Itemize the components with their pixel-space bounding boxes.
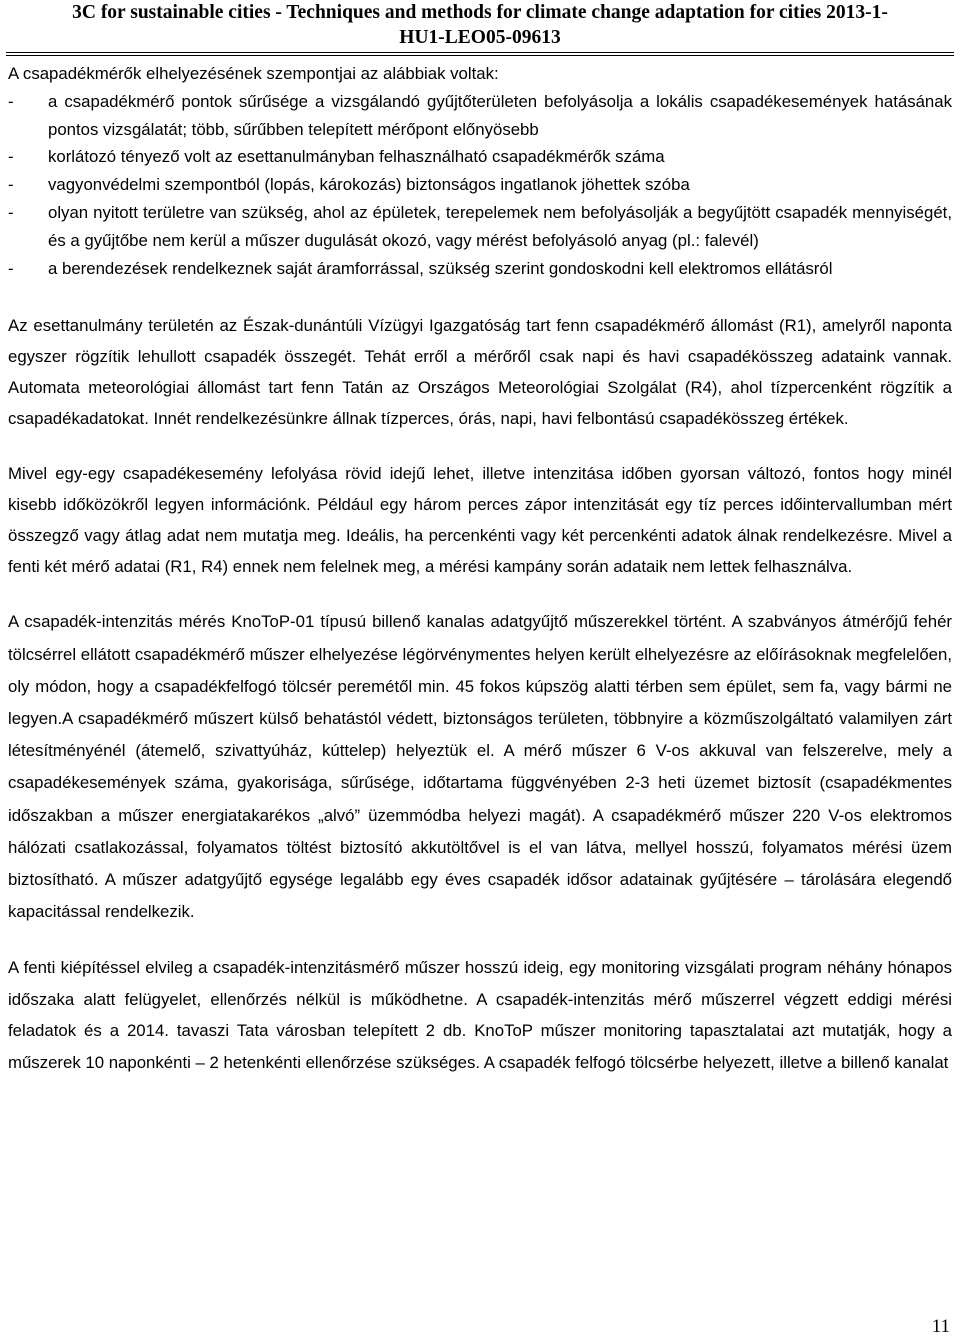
- document-header: [0, 0, 960, 52]
- bullet-dash: -: [8, 147, 14, 167]
- header-title-line-2: HU1-LEO05-09613: [399, 27, 561, 48]
- paragraph-stations: Az esettanulmány területén az Észak-dunántúli Vízügyi Igazgatóság tart fenn csapadékmérő állomást (R1), amelyről naponta egyszer rögzítik lehullott csapadék összegét. Tehát erről a mérőről csak napi és havi csapadékösszeg adataink vannak. Automata meteorológiai állomást tart fenn Tatán az Országos Meteorológiai Szolgálat (R4), ahol tízpercenként rögzítik a csapadékadatokat. Innét rendelkezésünkre állnak tízperces, órás, napi, havi felbontású csapadékösszeg értékek.: [8, 316, 952, 429]
- bullet-dash: -: [8, 175, 14, 195]
- list-item: - a berendezések rendelkeznek saját áramforrással, szükség szerint gondoskodni kell elektromos ellátásról: [8, 255, 952, 283]
- paragraph-instrument: A csapadék-intenzitás mérés KnoToP-01 típusú billenő kanalas adatgyűjtő műszerekkel történt. A szabványos átmérőjű fehér tölcsérrel ellátott csapadékmérő műszer elhelyezése légörvénymentes helyen került elhelyezésre az előírásoknak megfelelően, oly módon, hogy a csapadékfelfogó tölcsér peremétől min. 45 fokos kúpszög alatti térben sem épület, sem fa, vagy bármi ne legyen.A csapadékmérő műszert külső behatástól védett, biztonságos területen, többnyire a közműszolgáltató valamilyen zárt létesítményénél (átemelő, szivattyúház, kúttelep) helyeztük el. A mérő műszer 6 V-os akkuval van felszerelve, mely a csapadékesemények száma, gyakorisága, sűrűsége, időtartama függvényében 2-3 heti üzemet biztosít (csapadékmentes időszakban a műszer energiatakarékos „alvó” üzemmódba helyezi magát). A csapadékmérő műszer 220 V-os elektromos hálózati csatlakozással, folyamatos töltést biztosító akkutöltővel is el van látva, mellyel hosszú, folyamatos mérési üzem biztosítható. A műszer adatgyűjtő egysége legalább egy éves csapadék idősor adatainak gyűjtésére – tárolására elegendő kapacitással rendelkezik.: [8, 612, 952, 922]
- criteria-list: [8, 88, 952, 283]
- document-body: [8, 60, 952, 1078]
- bullet-dash: -: [8, 202, 14, 222]
- list-item: - vagyonvédelmi szempontból (lopás, károkozás) biztonságos ingatlanok jöhettek szóba: [8, 171, 952, 199]
- header-title-line-1: 3C for sustainable cities - Techniques and methods for climate change adaptation for cities 2013-1-: [72, 2, 888, 23]
- header-divider-secondary: [6, 55, 954, 56]
- list-item: - olyan nyitott területre van szükség, ahol az épületek, terepelemek nem befolyásolják a begyűjtött csapadék mennyiségét, és a gyűjtőbe nem kerül a műszer dugulását okozó, vagy mérést befolyásoló anyag (pl.: falevél): [8, 199, 952, 255]
- paragraph-intensity: Mivel egy-egy csapadékesemény lefolyása rövid idejű lehet, illetve intenzitása időben gyorsan változó, fontos hogy minél kisebb időközökről legyen információnk. Például egy három perces zápor intenzitását egy tíz perces időintervallumban mért összegző vagy átlag adat nem mutatja meg. Ideális, ha percenkénti vagy két percenkénti adatok álnak rendelkezésre. Mivel a fenti két mérő adatai (R1, R4) ennek nem felelnek meg, a mérési kampány során adataik nem lettek felhasználva.: [8, 464, 952, 577]
- paragraph-monitoring: A fenti kiépítéssel elvileg a csapadék-intenzitásmérő műszer hosszú ideig, egy monitoring vizsgálati program néhány hónapos időszaka alatt felügyelet, ellenőrzés nélkül is működhetne. A csapadék-intenzitás mérő műszerrel végzett eddigi mérési feladatok és a 2014. tavaszi Tata városban telepített 2 db. KnoToP műszer monitoring tapasztalatai azt mutatják, hogy a műszerek 10 naponkénti – 2 hetenkénti ellenőrzése szükséges. A csapadék felfogó tölcsérbe helyezett, illetve a billenő kanalat: [8, 958, 952, 1072]
- list-item: - korlátozó tényező volt az esettanulmányban felhasználható csapadékmérők száma: [8, 143, 952, 171]
- bullet-dash: -: [8, 91, 14, 111]
- header-divider: [6, 52, 954, 53]
- bullet-dash: -: [8, 258, 14, 278]
- list-item: - a csapadékmérő pontok sűrűsége a vizsgálandó gyűjtőterületen befolyásolja a lokális csapadékesemények hatásának pontos vizsgálatát; több, sűrűbben telepített mérőpont előnyösebb: [8, 88, 952, 144]
- intro-paragraph: A csapadékmérők elhelyezésének szempontjai az alábbiak voltak:: [8, 64, 499, 83]
- page-number: 11: [931, 1316, 950, 1337]
